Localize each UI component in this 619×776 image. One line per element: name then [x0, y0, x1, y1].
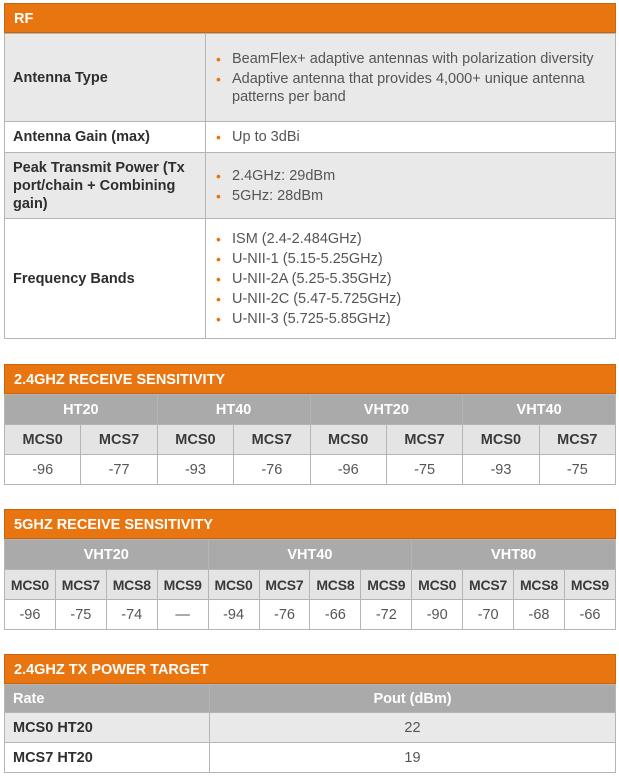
column-header: MCS0	[5, 425, 81, 455]
column-header: MCS9	[564, 570, 615, 600]
table-cell: -66	[564, 600, 615, 630]
list-item-text: Adaptive antenna that provides 4,000+ unique antenna patterns per band	[232, 70, 585, 105]
table-cell: -93	[463, 455, 539, 485]
sens5-header: 5GHZ RECEIVE SENSITIVITY	[4, 509, 616, 539]
table-row	[5, 153, 616, 219]
table-row	[5, 713, 616, 743]
rf-value-peak-transmit-power	[206, 153, 616, 219]
bullet-icon: •	[216, 250, 221, 267]
list-item-text: 2.4GHz: 29dBm	[232, 167, 336, 184]
list-item	[216, 250, 607, 268]
bullet-icon: •	[216, 270, 221, 287]
table-cell: -75	[55, 600, 106, 630]
column-header: MCS7	[539, 425, 615, 455]
group-header: VHT80	[412, 540, 616, 570]
list-item-text: U-NII-2C (5.47-5.725GHz)	[232, 290, 402, 307]
table-row	[5, 395, 616, 425]
rf-value-frequency-bands	[206, 219, 616, 339]
bullet-icon: •	[216, 70, 221, 87]
table-row	[5, 122, 616, 153]
table-row	[5, 743, 616, 773]
table-cell: -96	[5, 600, 56, 630]
bullet-icon: •	[216, 187, 221, 204]
column-header: MCS9	[157, 570, 208, 600]
table-cell: -74	[106, 600, 157, 630]
table-row	[5, 34, 616, 122]
rf-value-antenna-gain	[206, 122, 616, 153]
table-cell: -68	[514, 600, 565, 630]
list-item	[216, 290, 607, 308]
pout-cell: 19	[210, 743, 616, 773]
table-cell: -96	[310, 455, 386, 485]
table-cell: -72	[361, 600, 412, 630]
table-cell: -75	[539, 455, 615, 485]
table-row	[5, 685, 616, 713]
table-cell: -76	[234, 455, 310, 485]
list-item	[216, 128, 607, 146]
table-cell: -77	[81, 455, 157, 485]
column-header: MCS9	[361, 570, 412, 600]
rf-label-antenna-gain: Antenna Gain (max)	[5, 122, 206, 153]
column-header: MCS7	[81, 425, 157, 455]
table-cell: -76	[259, 600, 310, 630]
bullet-icon: •	[216, 290, 221, 307]
table-cell: -75	[386, 455, 462, 485]
rf-label-antenna-type: Antenna Type	[5, 34, 206, 122]
group-header: VHT40	[463, 395, 616, 425]
rf-label-frequency-bands: Frequency Bands	[5, 219, 206, 339]
list-item	[216, 310, 607, 328]
sens5-table	[4, 539, 616, 630]
list-item-text: U-NII-3 (5.725-5.85GHz)	[232, 310, 391, 327]
list-item-text: 5GHz: 28dBm	[232, 187, 324, 204]
list-item	[216, 270, 607, 288]
tx-table	[4, 684, 616, 773]
rate-cell: MCS7 HT20	[5, 743, 210, 773]
column-header: MCS8	[514, 570, 565, 600]
column-header: MCS7	[463, 570, 514, 600]
column-header: MCS0	[208, 570, 259, 600]
group-header: VHT20	[310, 395, 463, 425]
table-row	[5, 219, 616, 339]
column-header: MCS7	[386, 425, 462, 455]
table-cell: -70	[463, 600, 514, 630]
column-header-pout: Pout (dBm)	[210, 685, 616, 713]
bullet-icon: •	[216, 310, 221, 327]
tx-section	[4, 654, 616, 773]
table-cell: -66	[310, 600, 361, 630]
table-row	[5, 455, 616, 485]
table-cell: -96	[5, 455, 81, 485]
column-header: MCS0	[5, 570, 56, 600]
column-header: MCS8	[106, 570, 157, 600]
bullet-icon: •	[216, 167, 221, 184]
list-item-text: Up to 3dBi	[232, 129, 300, 145]
table-row	[5, 570, 616, 600]
group-header: VHT20	[5, 540, 209, 570]
column-header: MCS7	[55, 570, 106, 600]
column-header: MCS7	[234, 425, 310, 455]
list-item	[216, 230, 607, 248]
list-item-text: BeamFlex+ adaptive antennas with polarization diversity	[232, 50, 594, 67]
list-item-text: ISM (2.4-2.484GHz)	[232, 230, 362, 247]
rf-value-antenna-type	[206, 34, 616, 122]
bullet-icon: •	[216, 230, 221, 247]
rate-cell: MCS0 HT20	[5, 713, 210, 743]
list-item-text: U-NII-2A (5.25-5.35GHz)	[232, 270, 392, 287]
bullet-icon: •	[216, 129, 221, 145]
list-item	[216, 167, 607, 185]
list-item	[216, 70, 607, 106]
list-item	[216, 187, 607, 205]
rf-table	[4, 33, 616, 339]
group-header: VHT40	[208, 540, 412, 570]
table-cell: —	[157, 600, 208, 630]
group-header: HT40	[157, 395, 310, 425]
column-header-rate: Rate	[5, 685, 210, 713]
rf-label-peak-transmit-power: Peak Transmit Power (Tx port/chain + Combining gain)	[5, 153, 206, 219]
rf-header: RF	[4, 3, 616, 33]
bullet-icon: •	[216, 50, 221, 67]
rf-section	[4, 3, 616, 339]
sens24-table	[4, 394, 616, 485]
column-header: MCS0	[463, 425, 539, 455]
sens5-section	[4, 509, 616, 630]
pout-cell: 22	[210, 713, 616, 743]
table-row	[5, 600, 616, 630]
list-item-text: U-NII-1 (5.15-5.25GHz)	[232, 250, 383, 267]
sens24-header: 2.4GHZ RECEIVE SENSITIVITY	[4, 364, 616, 394]
column-header: MCS0	[157, 425, 233, 455]
column-header: MCS8	[310, 570, 361, 600]
table-cell: -94	[208, 600, 259, 630]
sens24-section	[4, 364, 616, 485]
group-header: HT20	[5, 395, 158, 425]
column-header: MCS0	[310, 425, 386, 455]
tx-header: 2.4GHZ TX POWER TARGET	[4, 654, 616, 684]
table-row	[5, 425, 616, 455]
column-header: MCS7	[259, 570, 310, 600]
table-cell: -90	[412, 600, 463, 630]
table-cell: -93	[157, 455, 233, 485]
list-item	[216, 50, 607, 68]
column-header: MCS0	[412, 570, 463, 600]
table-row	[5, 540, 616, 570]
